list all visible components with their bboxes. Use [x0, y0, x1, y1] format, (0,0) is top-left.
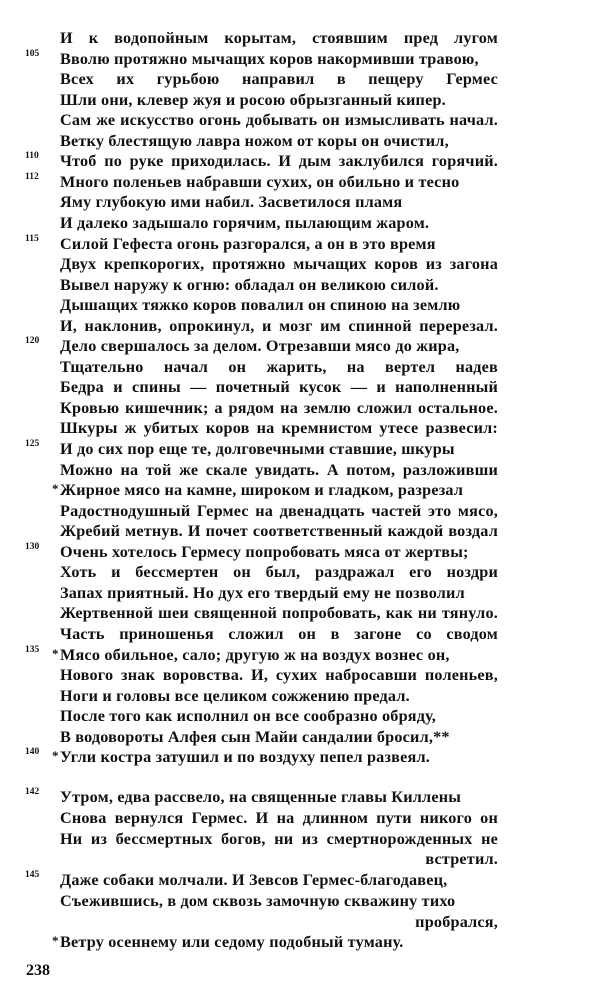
verse-text: Дышащих тяжко коров повалил он спиною на землю — [60, 296, 461, 315]
verse-line — [60, 501, 498, 521]
line-number: 145 — [25, 870, 40, 880]
verse-text: Ни из бессмертных богов, ни из смертнорожденных не — [60, 829, 498, 848]
verse-text: Сам же искусство огонь добывать он измысливать начал. — [60, 111, 498, 130]
verse-text: В водовороты Алфея сын Майи сандалии бросил,** — [60, 727, 450, 746]
line-number: 125 — [25, 439, 40, 449]
verse-line — [60, 912, 498, 932]
verse-line — [60, 542, 498, 562]
verse-text: Запах приятный. Но дух его твердый ему не позволил — [60, 583, 465, 602]
footnote-asterisk: * — [52, 645, 59, 661]
verse-text: Угли костра затушил и по воздуху пепел развеял. — [60, 748, 430, 767]
verse-text: Ветку блестящую лавра ножом от коры он очистил, — [60, 131, 449, 150]
verse-line — [60, 624, 498, 644]
verse-text: Тщательно начал он жарить, на вертел надев — [60, 357, 498, 376]
verse-line — [60, 808, 498, 828]
verse-text: Всех их гурьбою направил в пещеру Гермес — [60, 70, 498, 89]
verse-line — [60, 172, 498, 192]
verse-line — [60, 316, 498, 336]
verse-text: И, наклонив, опрокинул, и мозг им спинной перерезал. — [60, 316, 498, 335]
verse-text: Даже собаки молчали. И Зевсов Гермес-благодавец, — [60, 871, 448, 889]
verse-text: Ветру осеннему или седому подобный туману. — [60, 933, 404, 952]
verse-line — [60, 398, 498, 418]
verse-text: Жирное мясо на камне, широком и гладком, разрезал — [60, 481, 464, 500]
footnote-asterisk: * — [52, 933, 59, 949]
verse-line — [60, 234, 498, 254]
footnote-asterisk: * — [52, 748, 59, 764]
line-number: 142 — [25, 787, 40, 797]
verse-line — [52, 480, 498, 500]
verse-line — [60, 254, 498, 274]
verse-text: Утром, едва рассвело, на священные главы Киллены — [60, 788, 462, 806]
verse-line — [60, 28, 498, 48]
verse-line — [60, 49, 498, 69]
verse-text: Шкуры ж убитых коров на кремнистом утесе развесил: — [60, 419, 498, 438]
verse-line — [60, 706, 498, 726]
verse-text: Жребий метнув. И почет соответственный каждой воздал — [60, 522, 498, 541]
line-number: 135 — [25, 644, 40, 655]
verse-text: Вывел наружу к огню: обладал он великою силой. — [60, 275, 439, 294]
verse-line — [60, 870, 498, 890]
verse-line — [52, 932, 498, 952]
verse-line — [60, 110, 498, 130]
verse-text: Радостнодушный Гермес на двенадцать частей это мясо, — [60, 501, 498, 520]
line-number: 110 — [25, 151, 39, 162]
verse-line — [60, 521, 498, 541]
verse-text: Часть приношенья сложил он в загоне со сводом — [60, 624, 498, 643]
line-number: 105 — [25, 48, 40, 59]
verse-line — [60, 439, 498, 459]
verse-line — [60, 583, 498, 603]
verse-line — [60, 849, 498, 869]
verse-text: пробрался, — [415, 912, 498, 931]
verse-text: Шли они, клевер жуя и росою обрызганный кипер. — [60, 90, 446, 109]
footnote-asterisk: * — [52, 481, 59, 497]
verse-line — [60, 131, 498, 151]
verse-line — [60, 787, 498, 807]
line-number: 130 — [25, 541, 40, 552]
verse-line — [60, 295, 498, 315]
verse-text: Можно на той же скале увидать. А потом, разложивши — [60, 460, 498, 479]
verse-text: Дело свершалось за делом. Отрезавши мясо до жира, — [60, 337, 460, 356]
verse-line — [52, 645, 498, 665]
verse-line — [60, 891, 498, 911]
verse-text: встретил. — [425, 850, 498, 869]
verse-text: Кровью кишечник; а рядом на землю сложил остальное. — [60, 398, 498, 417]
verse-text: Чтоб по руке приходилась. И дым заклубился горячий. — [60, 152, 498, 171]
verse-text: И далеко задышало горячим, пылающим жаром. — [60, 213, 430, 232]
verse-line — [60, 562, 498, 582]
verse-text: Бедра и спины — почетный кусок — и наполненный — [60, 378, 498, 397]
verse-line — [60, 192, 498, 212]
verse-line — [60, 90, 498, 110]
line-number: 120 — [25, 336, 40, 347]
verse-text: Много поленьев набравши сухих, он обильно и тесно — [60, 172, 460, 191]
verse-text: Хоть и бессмертен он был, раздражал его ноздри — [60, 563, 498, 582]
verse-line — [60, 275, 498, 295]
verse-text: Вволю протяжно мычащих коров накормивши травою, — [60, 49, 479, 68]
line-number: 140 — [25, 747, 40, 758]
page-number: 238 — [26, 962, 50, 979]
verse-text: Нового знак воровства. И, сухих набросавши поленьев, — [60, 666, 498, 685]
verse-text: Съежившись, в дом сквозь замочную скважину тихо — [60, 891, 456, 910]
verse-text: Ноги и головы все целиком сожжению предал. — [60, 686, 410, 705]
verse-text: Очень хотелось Гермесу попробовать мяса от жертвы; — [60, 542, 469, 561]
verse-text: И до сих пор еще те, долговечными ставшие, шкуры — [60, 440, 455, 458]
verse-text: И к водопойным корытам, стоявшим пред лугом — [60, 29, 498, 47]
verse-text: После того как исполнил он все сообразно обряду, — [60, 707, 437, 726]
verse-line — [60, 665, 498, 685]
verse-line — [60, 336, 498, 356]
verse-line — [60, 460, 498, 480]
verse-line — [60, 727, 498, 747]
verse-line — [60, 357, 498, 377]
verse-line — [60, 829, 498, 849]
line-number: 112 — [25, 171, 39, 182]
verse-line — [60, 377, 498, 397]
verse-line — [52, 747, 498, 767]
verse-text: Мясо обильное, сало; другую ж на воздух вознес он, — [60, 645, 450, 664]
verse-text: Жертвенной шеи священной попробовать, как ни тянуло. — [60, 604, 498, 623]
verse-line — [60, 686, 498, 706]
verse-line — [60, 69, 498, 89]
line-number: 115 — [25, 233, 39, 244]
verse-text: Двух крепкорогих, протяжно мычащих коров из загона — [60, 255, 498, 274]
verse-text: Снова вернулся Гермес. И на длинном пути никого он — [60, 808, 498, 827]
verse-line — [60, 418, 498, 438]
verse-line — [60, 151, 498, 171]
verse-line — [60, 213, 498, 233]
verse-text: Яму глубокую ими набил. Засветилося пламя — [60, 193, 403, 212]
verse-line — [60, 603, 498, 623]
verse-text: Силой Гефеста огонь разгорался, а он в это время — [60, 234, 436, 253]
